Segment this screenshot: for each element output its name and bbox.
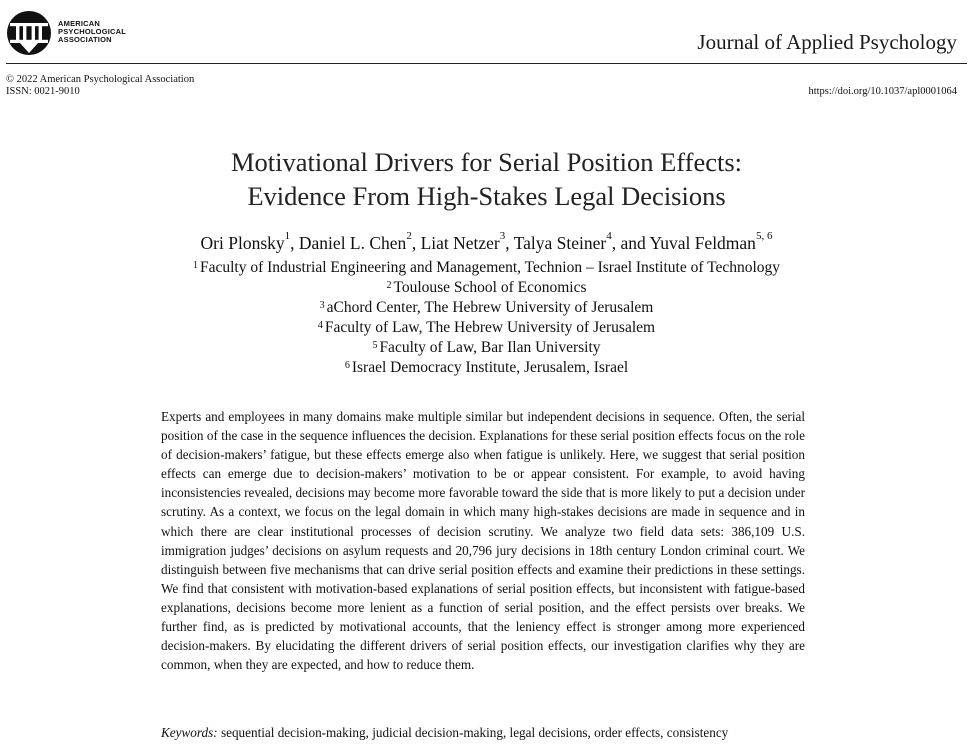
keywords (161, 725, 811, 741)
affiliation: $^4$ Faculty of Law, The Hebrew University of Jerusalem (317, 319, 656, 336)
abstract: Experts and employees in many domains make multiple similar but independent decisions in sequence. Often, the serial position of the case in the sequence influences the decision. Explanations for these serial position effects focus on the role of decision-makers’ fatigue, but these effects emerge also when fatigue is unlikely. Here, we suggest that serial position effects can emerge due to decision-makers’ motivation to be or appear consistent. For example, to avoid having inconsistencies revealed, decisions may become more favorable toward the side that is more likely to put a decision under scrutiny. As a context, we focus on the legal domain in which many high-stakes decisions are made in sequence and in which there are clear institutional processes of decision scrutiny. We analyze two field data sets: 386,109 U.S. immigration judges’ decisions on asylum requests and 20,796 jury decisions in 18th century London criminal court. We distinguish between five mechanisms that can drive serial position effects and examine their predictions in these settings. We find that consistent with motivation-based explanations of serial position effects, but inconsistent with fatigue-based explanations, decisions become more lenient as a function of serial position, and the effect persists over breaks. We further find, as is predicted by motivational accounts, that the leniency effect is stronger among more experienced decision-makers. By elucidating the different drivers of serial position effects, our investigation clarifies why they are common, when they are expected, and how to reduce them. (161, 409, 805, 673)
author-affiliation-ref: 5, 6 (755, 230, 773, 242)
affiliation: $^2$ Toulouse School of Economics (386, 279, 587, 296)
paper-title: Motivational Drivers for Serial Position Effects: Evidence From High-Stakes Legal Decisions (230, 147, 743, 211)
keywords-text: sequential decision-making, judicial decision-making, legal decisions, order effects, consistency (220, 725, 729, 740)
affiliation: $^1$ Faculty of Industrial Engineering and Management, Technion – Israel Institute of Technology (192, 259, 781, 276)
author-list: Ori Plonsky$^1$, Daniel L. Chen$^2$, Liat Netzer$^3$, Talya Steiner$^4$, and Yuval Feldman$^{5, 6}$ (200, 230, 773, 253)
author: Liat Netzer (420, 233, 500, 253)
author-affiliation-ref: 3 (499, 230, 506, 242)
page-header (0, 0, 973, 64)
author: Ori Plonsky (200, 233, 285, 253)
author: Talya Steiner (513, 233, 607, 253)
author-affiliation-ref: 2 (406, 230, 412, 242)
copyright: © 2022 American Psychological Association (6, 74, 195, 85)
author-affiliation-ref: 4 (606, 230, 612, 242)
affiliation-list (0, 258, 973, 378)
header-divider (6, 63, 967, 64)
org-name: AMERICAN PSYCHOLOGICAL ASSOCIATION (58, 19, 127, 45)
affiliation: $^3$ aChord Center, The Hebrew University of Jerusalem (319, 299, 654, 316)
doi-link[interactable]: https://doi.org/10.1037/apl0001064 (808, 86, 957, 97)
author: and Yuval Feldman (620, 233, 756, 253)
journal-name: Journal of Applied Psychology (697, 30, 957, 54)
publication-meta (6, 74, 194, 98)
author-affiliation-ref: 1 (284, 230, 291, 242)
issn: ISSN: 0021-9010 (6, 86, 80, 97)
keywords-label: Keywords: (161, 725, 218, 740)
affiliation: $^6$ Israel Democracy Institute, Jerusalem, Israel (344, 359, 629, 376)
affiliation: $^5$ Faculty of Law, Bar Ilan University (372, 339, 601, 356)
author: Daniel L. Chen (298, 233, 407, 253)
apa-logo-icon (6, 10, 52, 56)
